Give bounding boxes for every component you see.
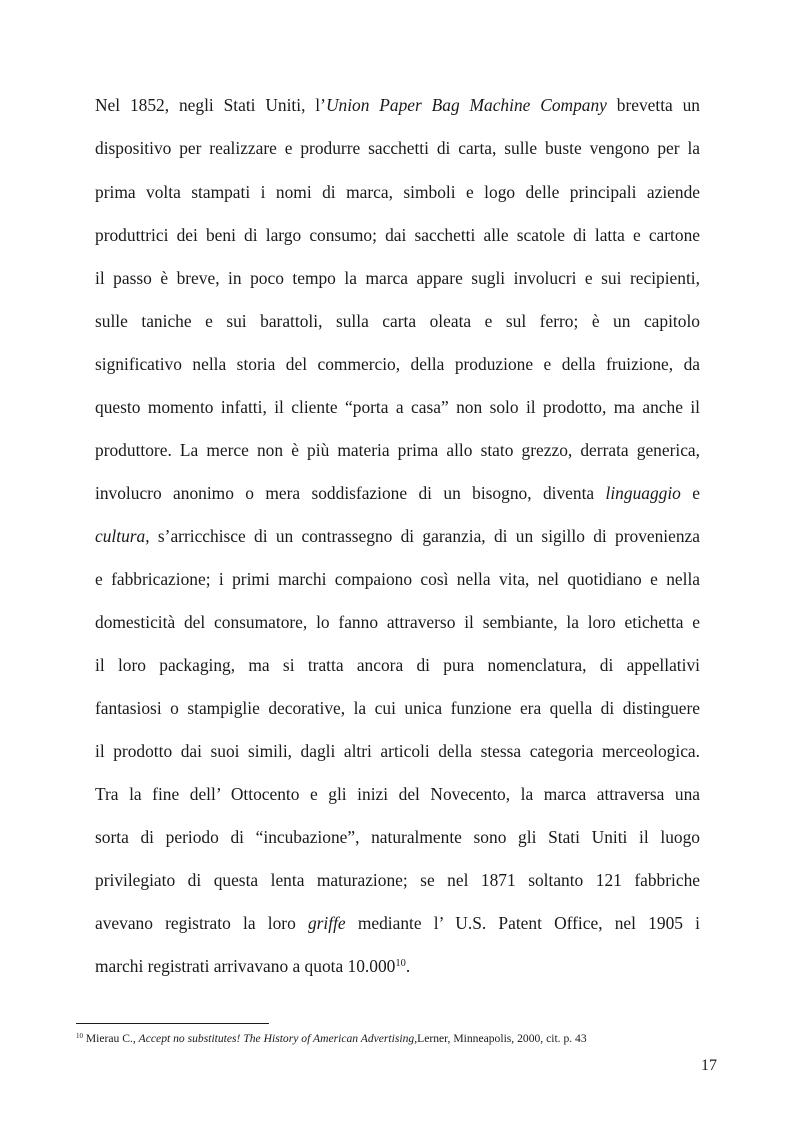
text-run: avevano registrato la loro xyxy=(95,913,308,933)
body-line-17: Tra la fine dell’ Ottocento e gli inizi del Novecento, la marca attraversa una xyxy=(95,784,700,804)
text-run: . xyxy=(405,956,411,976)
body-line-4: produttrici dei beni di largo consumo; dai sacchetti alle scatole di latta e cartone xyxy=(95,225,700,245)
body-line-15: fantasiosi o stampiglie decorative, la cui unica funzione era quella di distinguere xyxy=(95,698,700,718)
body-line-7: significativo nella storia del commercio, della produzione e della fruizione, da xyxy=(95,354,700,374)
text-run: mediante l’ U.S. Patent Office, nel 1905 i xyxy=(345,913,700,933)
footnote xyxy=(76,1031,587,1047)
body-line-14: il loro packaging, ma si tratta ancora di pura nomenclatura, di appellativi xyxy=(95,655,700,675)
text-run: involucro anonimo o mera soddisfazione di un bisogno, diventa xyxy=(95,483,606,503)
body-line-8: questo momento infatti, il cliente “porta a casa” non solo il prodotto, ma anche il xyxy=(95,397,700,417)
body-line-20 xyxy=(95,911,700,935)
footnote-divider xyxy=(76,1023,269,1024)
text-run: brevetta un xyxy=(606,95,701,115)
body-line-9: produttore. La merce non è più materia prima allo stato grezzo, derrata generica, xyxy=(95,440,700,460)
body-line-21 xyxy=(95,954,700,978)
footnote-number: 10 xyxy=(76,1031,83,1040)
body-line-3: prima volta stampati i nomi di marca, simboli e logo delle principali aziende xyxy=(95,182,700,202)
emphasis-italic: cultura xyxy=(95,526,146,546)
body-line-16: il prodotto dai suoi simili, dagli altri articoli della stessa categoria merceologica. xyxy=(95,741,700,761)
footnote-author: Mierau C., xyxy=(82,1032,139,1045)
body-line-2: dispositivo per realizzare e produrre sacchetti di carta, sulle buste vengono per la xyxy=(95,138,700,158)
footnote-reference: 10 xyxy=(395,957,406,969)
text-run: marchi registrati arrivavano a quota 10.000 xyxy=(95,956,396,976)
body-line-11 xyxy=(95,524,700,548)
body-line-1 xyxy=(95,93,700,117)
footnote-publisher: Lerner, Minneapolis, 2000, cit. p. 43 xyxy=(417,1032,587,1045)
emphasis-italic: linguaggio xyxy=(605,483,681,503)
text-run: Nel 1852, negli Stati Uniti, l’ xyxy=(95,95,326,115)
text-run: e xyxy=(680,483,700,503)
body-line-10 xyxy=(95,481,700,505)
emphasis-italic: griffe xyxy=(307,913,346,933)
page-number: 17 xyxy=(701,1057,717,1074)
text-run: , s’arricchisce di un contrassegno di garanzia, di un sigillo di provenienza xyxy=(145,526,700,546)
footnote-title: Accept no substitutes! The History of American Advertising, xyxy=(138,1032,418,1045)
body-line-19: privilegiato di questa lenta maturazione; se nel 1871 soltanto 121 fabbriche xyxy=(95,870,700,890)
body-line-13: domesticità del consumatore, lo fanno attraverso il sembiante, la loro etichetta e xyxy=(95,612,700,632)
body-line-12: e fabbricazione; i primi marchi compaiono così nella vita, nel quotidiano e nella xyxy=(95,569,700,589)
body-line-18: sorta di periodo di “incubazione”, naturalmente sono gli Stati Uniti il luogo xyxy=(95,827,700,847)
body-line-5: il passo è breve, in poco tempo la marca appare sugli involucri e sui recipienti, xyxy=(95,268,700,288)
body-line-6: sulle taniche e sui barattoli, sulla carta oleata e sul ferro; è un capitolo xyxy=(95,311,700,331)
company-name-italic: Union Paper Bag Machine Company xyxy=(325,95,607,115)
